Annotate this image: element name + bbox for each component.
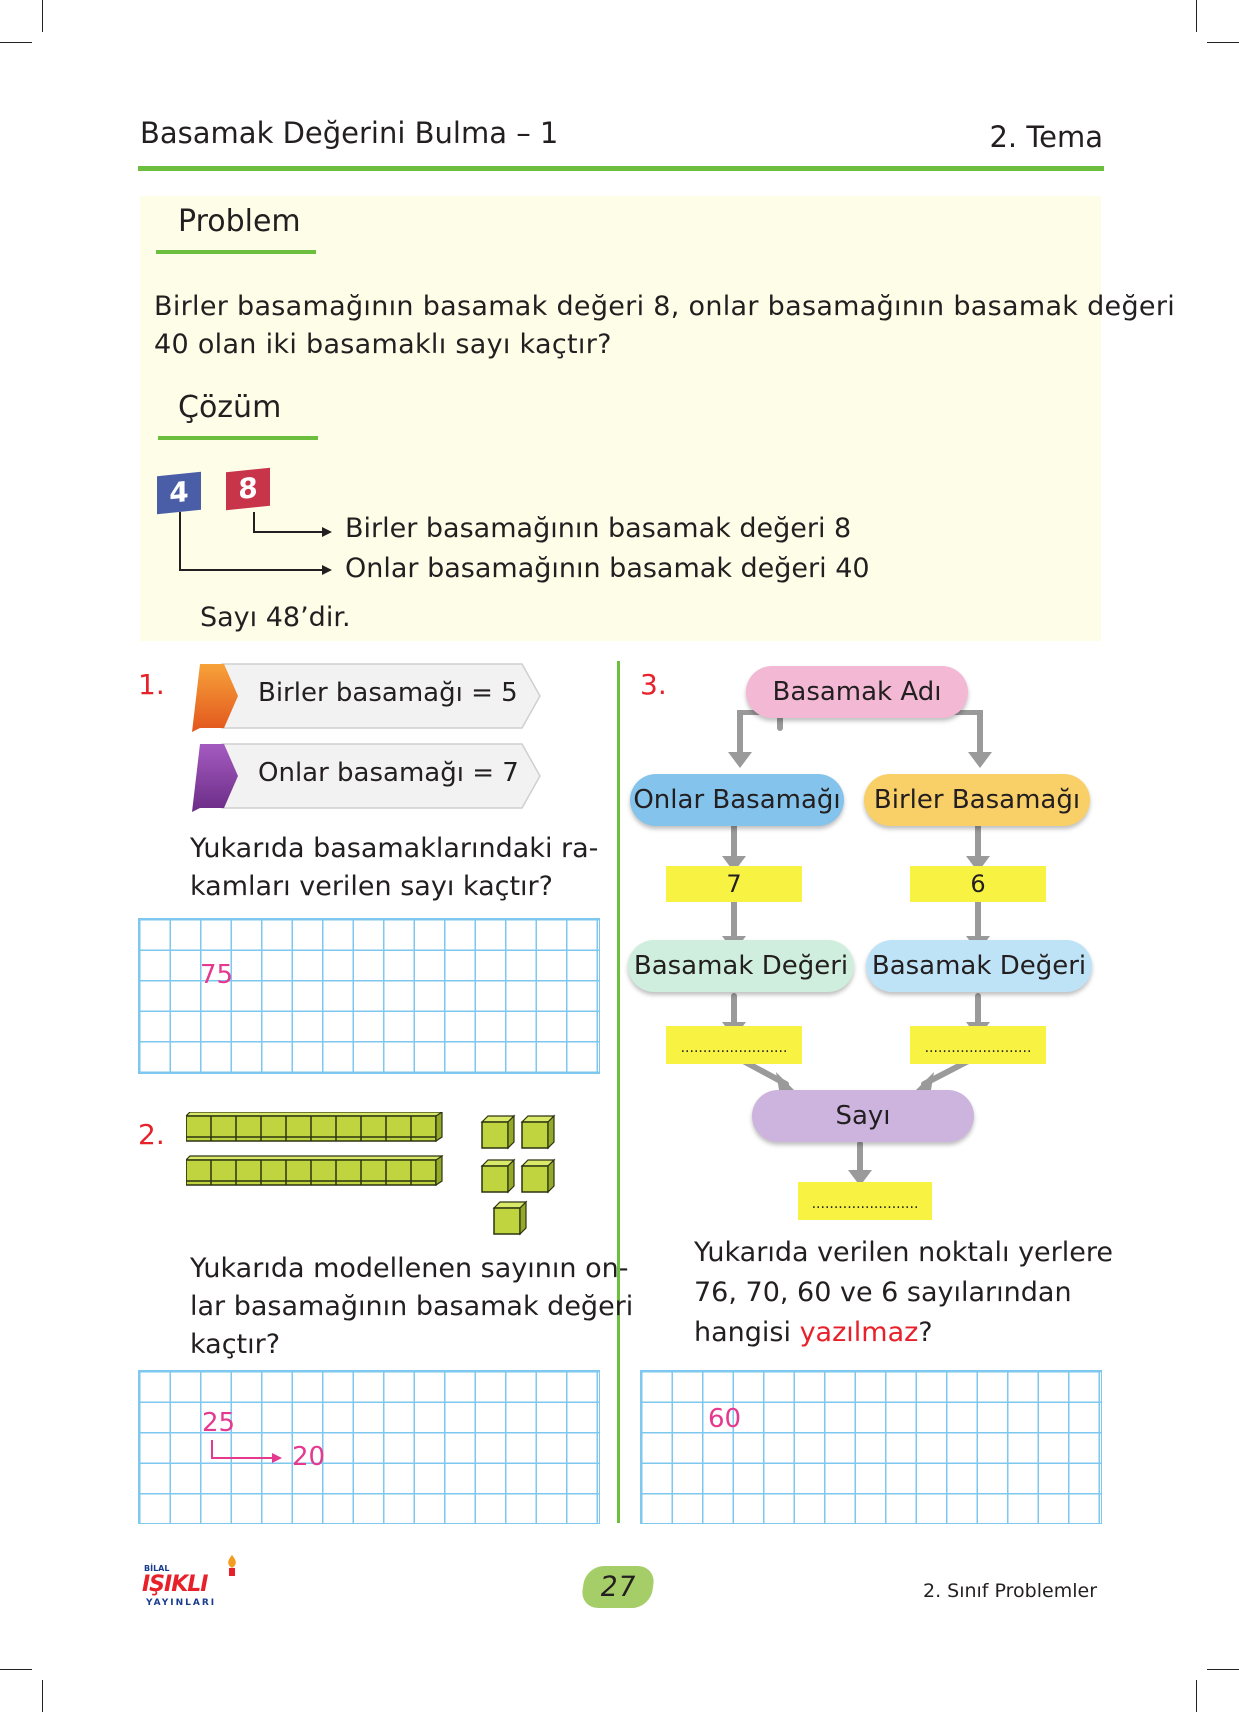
ones-explanation: Birler basamağının basamak değeri 8 bbox=[345, 513, 852, 544]
problem-text-line1: Birler basamağının basamak değeri 8, onlar basamağının basamak değeri bbox=[154, 291, 1176, 322]
q3-text-line3 bbox=[694, 1314, 933, 1352]
unit-cube bbox=[522, 1116, 554, 1148]
problem-heading-underline bbox=[156, 250, 316, 254]
solution-heading-underline bbox=[158, 436, 318, 440]
tens-explanation: Onlar basamağının basamak değeri 40 bbox=[345, 553, 870, 584]
problem-text-line2: 40 olan iki basamaklı sayı kaçtır? bbox=[154, 329, 612, 360]
crop-mark bbox=[1207, 42, 1239, 43]
q1-answer-grid[interactable] bbox=[138, 918, 600, 1074]
flow-blank-number[interactable]: ........................ bbox=[798, 1182, 932, 1220]
q1-number: 1. bbox=[138, 668, 165, 701]
book-name: 2. Sınıf Problemler bbox=[922, 1580, 1097, 1602]
crop-mark bbox=[1207, 1669, 1239, 1670]
q2-handwritten-arrow bbox=[208, 1438, 288, 1470]
crop-mark bbox=[0, 42, 32, 43]
publisher-logo bbox=[142, 1554, 242, 1612]
flow-blank-tens-value[interactable]: ........................ bbox=[666, 1026, 802, 1064]
flow-box-ones-value: Basamak Değeri bbox=[866, 940, 1092, 992]
flow-arrow bbox=[890, 712, 980, 756]
q3-text-line3-end: ? bbox=[918, 1317, 933, 1348]
flow-box-birler-basamagi: Birler Basamağı bbox=[864, 774, 1090, 826]
q3-answer-grid[interactable] bbox=[640, 1370, 1102, 1524]
q1-handwritten-answer: 75 bbox=[200, 960, 234, 990]
crop-mark bbox=[0, 1669, 32, 1670]
q3-handwritten-answer: 60 bbox=[708, 1404, 742, 1434]
flow-digit-ones: 6 bbox=[910, 866, 1046, 902]
publisher-sub-label: YAYINLARI bbox=[146, 1598, 217, 1608]
q2-text-line1: Yukarıda modellenen sayının on- bbox=[190, 1253, 629, 1284]
q2-number: 2. bbox=[138, 1118, 165, 1151]
tens-arrow-head bbox=[322, 565, 332, 575]
crop-mark bbox=[42, 0, 43, 32]
q2-handwritten-note: 25 bbox=[202, 1408, 236, 1438]
q2-text-line2: lar basamağının basamak değeri bbox=[190, 1291, 634, 1322]
header-divider bbox=[138, 166, 1104, 171]
digit-ones-card: 8 bbox=[226, 468, 270, 511]
ribbon-tens-label: Onlar basamağı = 7 bbox=[258, 758, 519, 788]
page-number: 27 bbox=[580, 1566, 656, 1608]
unit-cube bbox=[482, 1116, 514, 1148]
page-title: Basamak Değerini Bulma – 1 bbox=[140, 116, 559, 150]
q1-text-line2: kamları verilen sayı kaçtır? bbox=[190, 871, 553, 902]
flow-box-sayi: Sayı bbox=[752, 1090, 974, 1142]
solution-heading: Çözüm bbox=[178, 390, 282, 425]
column-divider bbox=[617, 661, 620, 1523]
q3-text-line2: 76, 70, 60 ve 6 sayılarından bbox=[694, 1277, 1072, 1308]
unit-cube bbox=[522, 1160, 554, 1192]
q3-emphasis-yazilmaz: yazılmaz bbox=[799, 1317, 919, 1348]
torch-icon bbox=[222, 1554, 242, 1576]
ten-rod bbox=[186, 1112, 442, 1141]
publisher-top-label: BİLAL bbox=[144, 1564, 170, 1573]
crop-mark bbox=[1196, 1680, 1197, 1712]
flow-blank-ones-value[interactable]: ........................ bbox=[910, 1026, 1046, 1064]
crop-mark bbox=[42, 1680, 43, 1712]
flow-digit-tens: 7 bbox=[666, 866, 802, 902]
solution-arrows bbox=[170, 510, 340, 580]
publisher-name: IŞIKLI bbox=[142, 1572, 208, 1597]
ribbon-ones-label: Birler basamağı = 5 bbox=[258, 678, 518, 708]
theme-label: 2. Tema bbox=[989, 120, 1103, 154]
ones-arrow-head bbox=[322, 527, 332, 537]
q2-handwritten-answer: 20 bbox=[292, 1442, 326, 1472]
flow-arrow bbox=[740, 712, 780, 756]
unit-cube bbox=[482, 1160, 514, 1192]
ones-arrow-line bbox=[254, 512, 322, 532]
q2-text-line3: kaçtır? bbox=[190, 1329, 281, 1360]
problem-heading: Problem bbox=[178, 204, 301, 239]
base-ten-blocks bbox=[186, 1112, 566, 1240]
flow-box-onlar-basamagi: Onlar Basamağı bbox=[630, 774, 844, 826]
flow-box-tens-value: Basamak Değeri bbox=[628, 940, 854, 992]
q3-text-line1: Yukarıda verilen noktalı yerlere bbox=[694, 1237, 1113, 1268]
q3-text-line3-start: hangisi bbox=[694, 1317, 800, 1348]
digit-tens-card: 4 bbox=[157, 472, 201, 515]
crop-mark bbox=[1196, 0, 1197, 32]
solution-result: Sayı 48’dir. bbox=[200, 602, 351, 633]
flow-box-basamak-adi: Basamak Adı bbox=[746, 666, 968, 718]
q3-number: 3. bbox=[640, 668, 667, 701]
tens-arrow-line bbox=[180, 512, 322, 570]
ten-rod bbox=[186, 1156, 442, 1185]
q1-text-line1: Yukarıda basamaklarındaki ra- bbox=[190, 833, 599, 864]
unit-cube bbox=[494, 1202, 526, 1234]
